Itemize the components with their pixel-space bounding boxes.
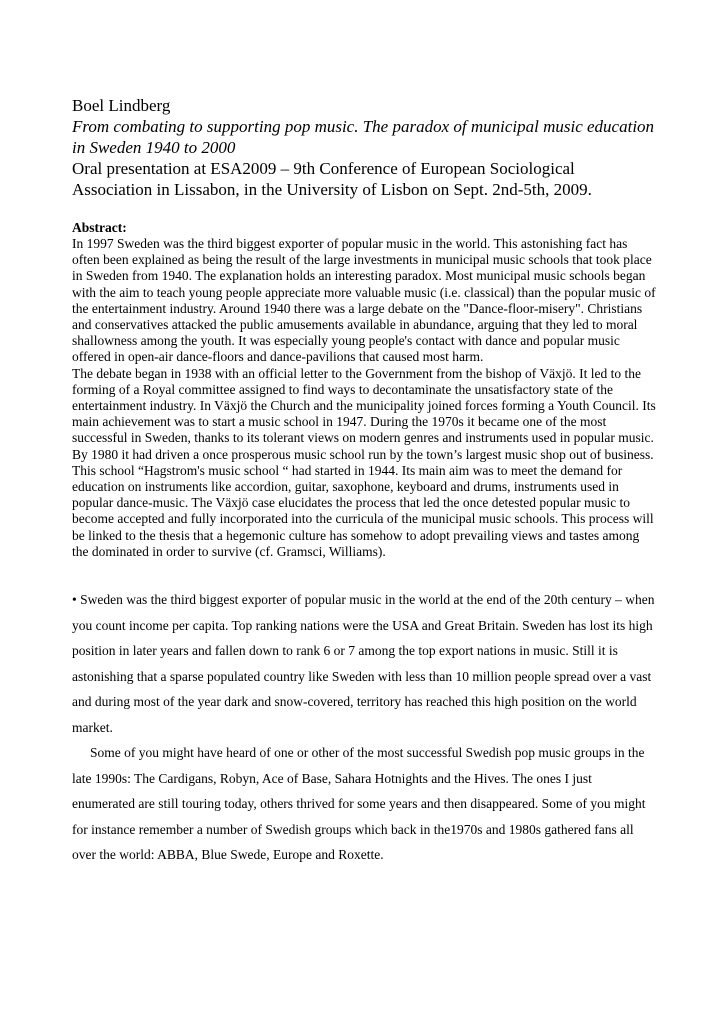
abstract-paragraph-2: The debate began in 1938 with an official letter to the Government from the bishop of Växjö. It led to the forming of a Royal committee assigned to find ways to decontaminate the unsatisfactory state of the entertainment industry. In Växjö the Church and the municipality joined forces forming a Youth Council. Its main achievement was to start a music school in 1947. During the 1970s it became one of the most successful in Sweden, thanks to its tolerant views on modern genres and instruments used in popular music. By 1980 it had driven a once prosperous music school run by the town’s largest music shop out of business. This school “Hagstrom's music school “ had started in 1944. Its main aim was to meet the demand for education on instruments like accordion, guitar, saxophone, keyboard and drums, instruments used in popular dance-music. The Växjö case elucidates the process that led the once detested popular music to become accepted and fully incorporated into the curricula of the municipal music schools. This process will be linked to the thesis that a hegemonic culture has somehow to adopt prevailing views and tastes among the dominated in order to survive (cf. Gramsci, Williams). [72, 365, 656, 559]
body-paragraph-2: Some of you might have heard of one or other of the most successful Swedish pop music groups in the late 1990s: The Cardigans, Robyn, Ace of Base, Sahara Hotnights and the Hives. The ones I just enumerated are still touring today, others thrived for some years and then disappeared. Some of you might for instance remember a number of Swedish groups which back in the1970s and 1980s gathered fans all over the world: ABBA, Blue Swede, Europe and Roxette. [72, 745, 646, 863]
abstract-heading: Abstract: [72, 220, 127, 235]
header [72, 95, 657, 200]
presentation-info: Oral presentation at ESA2009 – 9th Conference of European Sociological Association in Lissabon, in the University of Lisbon on Sept. 2nd-5th, 2009. [72, 159, 592, 199]
author-name: Boel Lindberg [72, 96, 171, 115]
paper-title: From combating to supporting pop music. The paradox of municipal music education in Sweden 1940 to 2000 [72, 117, 655, 157]
body-paragraph-1: • Sweden was the third biggest exporter of popular music in the world at the end of the 20th century – when you count income per capita. Top ranking nations were the USA and Great Britain. Sweden has lost its high position in later years and fallen down to rank 6 or 7 among the top export nations in music. Still it is astonishing that a sparse populated country like Sweden with less than 10 million people spread over a vast and during most of the year dark and snow-covered, territory has reached this high position on the world market. [72, 592, 655, 735]
abstract-paragraph-1: In 1997 Sweden was the third biggest exporter of popular music in the world. This astonishing fact has often been explained as being the result of the large investments in municipal music schools that took place in Sweden from 1940. The explanation holds an interesting paradox. Most municipal music schools began with the aim to teach young people appreciate more valuable music (i.e. classical) than the popular music of the entertainment industry. Around 1940 there was a large debate on the "Dance-floor-misery". Christians and conservatives attacked the public amusements available in abundance, arguing that they led to moral shallowness among the youth. It was especially young people's contact with dance and popular music offered in open-air dance-floors and dance-pavilions that caused most harm. [72, 236, 656, 365]
document-page [72, 95, 657, 868]
body-section [72, 587, 657, 868]
abstract-section [72, 220, 657, 560]
